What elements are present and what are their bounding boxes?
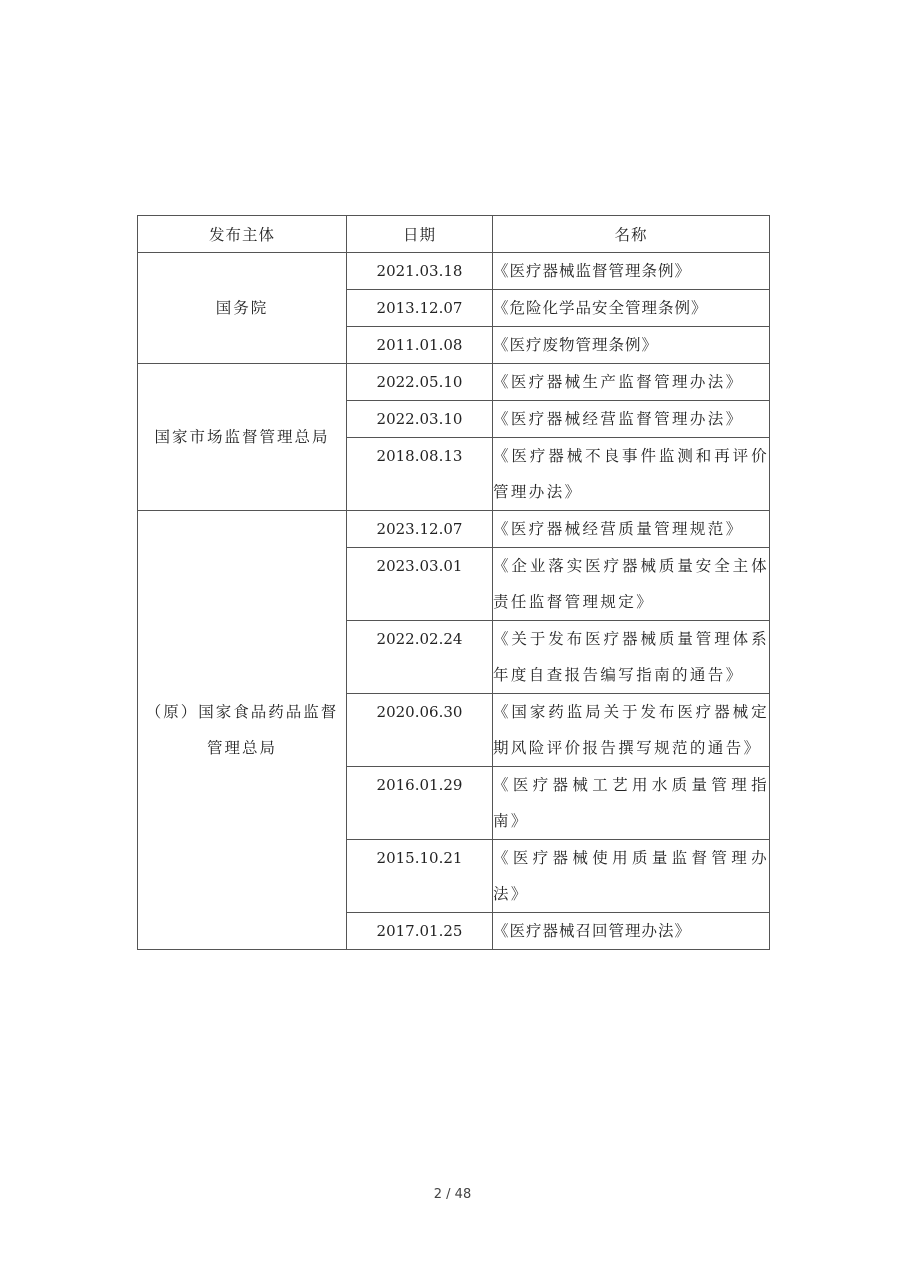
header-date: 日期 [347, 216, 493, 253]
date-cell: 2020.06.30 [347, 694, 493, 767]
date-cell: 2018.08.13 [347, 438, 493, 511]
name-cell: 《医疗器械工艺用水质量管理指南》 [493, 767, 770, 840]
publisher-cell: 国家市场监督管理总局 [138, 364, 347, 511]
name-cell: 《医疗器械经营质量管理规范》 [493, 511, 770, 548]
name-cell: 《医疗器械召回管理办法》 [493, 913, 770, 950]
page-number: 2 / 48 [433, 1187, 472, 1202]
name-cell: 《医疗器械监督管理条例》 [493, 253, 770, 290]
date-cell: 2015.10.21 [347, 840, 493, 913]
date-cell: 2022.02.24 [347, 621, 493, 694]
date-cell: 2017.01.25 [347, 913, 493, 950]
name-cell: 《危险化学品安全管理条例》 [493, 290, 770, 327]
publisher-cell: （原）国家食品药品监督管理总局 [138, 511, 347, 950]
date-cell: 2022.03.10 [347, 401, 493, 438]
header-name: 名称 [493, 216, 770, 253]
date-cell: 2023.12.07 [347, 511, 493, 548]
name-cell: 《医疗器械不良事件监测和再评价管理办法》 [493, 438, 770, 511]
date-cell: 2016.01.29 [347, 767, 493, 840]
date-cell: 2023.03.01 [347, 548, 493, 621]
name-cell: 《医疗器械生产监督管理办法》 [493, 364, 770, 401]
name-cell: 《企业落实医疗器械质量安全主体责任监督管理规定》 [493, 548, 770, 621]
name-cell: 《国家药监局关于发布医疗器械定期风险评价报告撰写规范的通告》 [493, 694, 770, 767]
table-row [138, 253, 770, 290]
date-cell: 2022.05.10 [347, 364, 493, 401]
name-cell: 《医疗废物管理条例》 [493, 327, 770, 364]
table-row [138, 511, 770, 548]
table-row [138, 364, 770, 401]
regulations-table [137, 215, 770, 950]
name-cell: 《关于发布医疗器械质量管理体系年度自查报告编写指南的通告》 [493, 621, 770, 694]
date-cell: 2013.12.07 [347, 290, 493, 327]
header-publisher: 发布主体 [138, 216, 347, 253]
date-cell: 2021.03.18 [347, 253, 493, 290]
name-cell: 《医疗器械经营监督管理办法》 [493, 401, 770, 438]
header-row [138, 216, 770, 253]
date-cell: 2011.01.08 [347, 327, 493, 364]
publisher-cell: 国务院 [138, 253, 347, 364]
name-cell: 《医疗器械使用质量监督管理办法》 [493, 840, 770, 913]
